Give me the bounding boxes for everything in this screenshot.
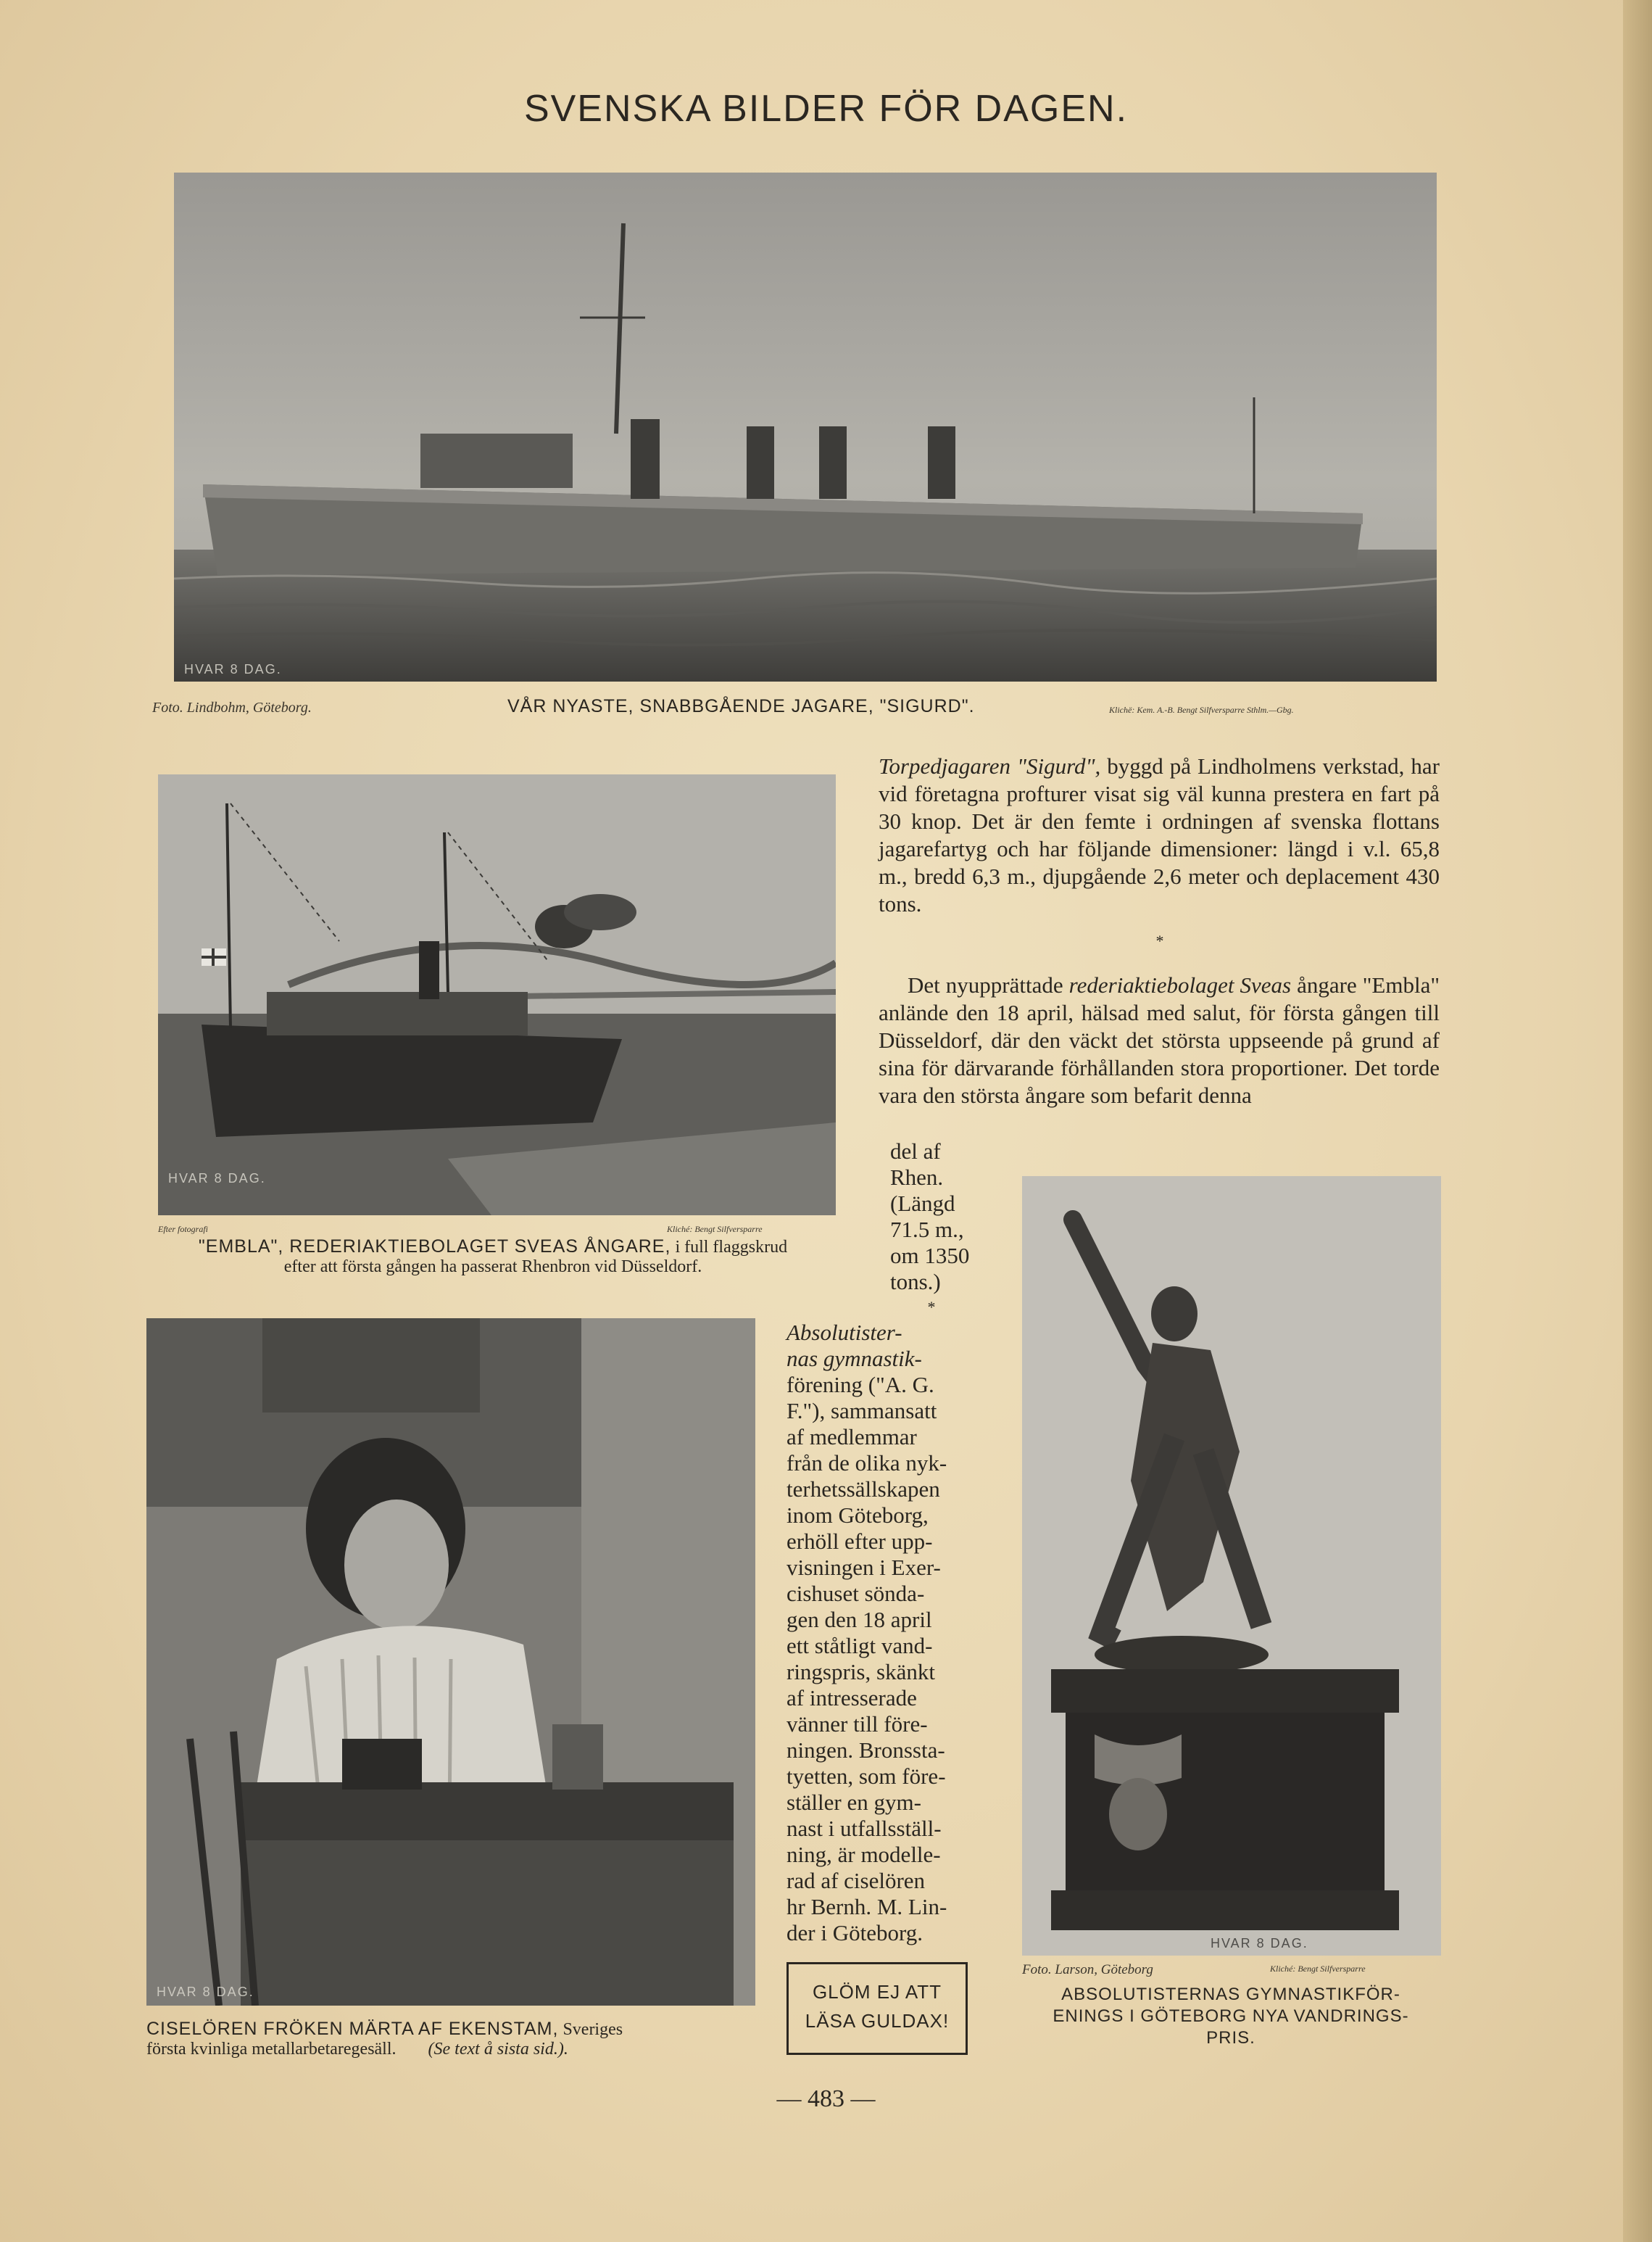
photo-ciseloren	[146, 1318, 755, 2006]
embla-tail-line: del af	[890, 1138, 941, 1164]
photo-credit-larson: Foto. Larson, Göteborg	[1022, 1962, 1153, 1977]
caption-ciseloren	[146, 2019, 755, 2059]
agf-line: ställer en gym-	[786, 1790, 921, 1815]
trophy-illustration	[1022, 1176, 1441, 1956]
steamer-illustration	[158, 774, 836, 1215]
agf-line: gen den 18 april	[786, 1607, 932, 1632]
embla-tail-line: Rhen.	[890, 1165, 944, 1190]
reminder-line: LÄSA GULDAX!	[805, 2010, 950, 2032]
embla-tail-line: tons.)	[890, 1269, 941, 1294]
caption-ciseloren-note: (Se text å sista sid.).	[428, 2040, 568, 2059]
caption-trophy-line: ENINGS I GÖTEBORG NYA VANDRINGS-	[1053, 2006, 1409, 2026]
reminder-line: GLÖM EJ ATT	[812, 1981, 942, 2003]
photo-watermark: HVAR 8 DAG.	[157, 1985, 254, 1999]
caption-ciseloren-caps: CISELÖREN FRÖKEN MÄRTA AF EKENSTAM,	[146, 2019, 559, 2039]
article-embla-text: ångare "Embla" anlände den 18 april, hälsad med salut, för första gången till Düsseldorf, där den väckt det största uppseende på grund af sina för därvarande förhållanden stora proportioner. Det torde vara den största ångare som befarit denna	[879, 972, 1440, 1108]
photo-watermark: HVAR 8 DAG.	[168, 1171, 266, 1186]
agf-line: från de olika nyk-	[786, 1450, 947, 1476]
destroyer-illustration	[174, 173, 1437, 682]
article-sigurd-lead: Torpedjagaren "Sigurd",	[879, 753, 1101, 779]
photo-credit-embla: Efter fotografi	[158, 1224, 208, 1234]
agf-line: cishuset sönda-	[786, 1581, 925, 1606]
agf-line: terhetssällskapen	[786, 1476, 940, 1502]
agf-line: rad af ciselören	[786, 1868, 926, 1893]
embla-tail-line: 71.5 m.,	[890, 1217, 964, 1242]
separator-star: *	[927, 1298, 936, 1316]
article-embla-pre: Det nyupprättade	[908, 972, 1069, 998]
caption-ciseloren-tail: Sveriges	[558, 2020, 623, 2039]
cliche-credit-embla: Kliché: Bengt Silfversparre	[667, 1224, 763, 1234]
agf-line: vänner till före-	[786, 1711, 928, 1737]
agf-line: af medlemmar	[786, 1424, 917, 1449]
article-sigurd-text: byggd på Lindholmens verkstad, har vid företagna profturer visat sig väl kunna prestera en fart på 30 knop. Det är den femte i ordningen af svenska flottans jagarefartyg och har följande dimensioner: längd i v.l. 65,8 m., bredd 6,3 m., djupgående 2,6 meter och deplacement 430 tons.	[879, 753, 1440, 917]
agf-line: nas gymnastik-	[786, 1346, 922, 1371]
embla-tail-line: om 1350	[890, 1243, 970, 1268]
agf-line: ringspris, skänkt	[786, 1659, 935, 1684]
article-embla-tail	[890, 1138, 992, 1295]
article-agf	[786, 1320, 975, 1946]
photo-destroyer-sigurd	[174, 173, 1437, 682]
page-number: — 483 —	[776, 2085, 876, 2112]
agf-line: förening ("A. G.	[786, 1372, 934, 1397]
agf-line: ett ståtligt vand-	[786, 1633, 933, 1658]
photo-embla-steamer	[158, 774, 836, 1215]
photo-watermark: HVAR 8 DAG.	[1211, 1936, 1308, 1951]
article-embla-lead: rederiaktiebolaget Sveas	[1068, 972, 1292, 998]
photo-trophy	[1022, 1176, 1441, 1956]
caption-trophy-line: PRIS.	[1206, 2028, 1255, 2048]
agf-line: der i Göteborg.	[786, 1920, 923, 1945]
agf-line: inom Göteborg,	[786, 1502, 929, 1528]
agf-line: hr Bernh. M. Lin-	[786, 1894, 947, 1919]
caption-embla	[123, 1236, 863, 1277]
page-title: SVENSKA BILDER FÖR DAGEN.	[523, 88, 1129, 130]
caption-sigurd: VÅR NYASTE, SNABBGÅENDE JAGARE, "SIGURD".	[507, 696, 975, 716]
cliche-credit-sigurd: Klichë: Kem. A.-B. Bengt Silfversparre Sthlm.—Gbg.	[1109, 705, 1294, 715]
agf-line: ningen. Bronssta-	[786, 1737, 945, 1763]
separator-star: *	[1155, 932, 1164, 950]
caption-embla-tail: i full flaggskrud	[671, 1238, 788, 1257]
article-embla	[879, 972, 1440, 1109]
caption-embla-caps: "EMBLA", REDERIAKTIEBOLAGET SVEAS ÅNGARE,	[198, 1236, 671, 1257]
reminder-box-guldax	[786, 1962, 968, 2055]
agf-line: ning, är modelle-	[786, 1842, 941, 1867]
page-edge	[1623, 0, 1652, 2242]
agf-line: tyetten, som före-	[786, 1763, 946, 1789]
caption-ciseloren-line2: första kvinliga metallarbetaregesäll.	[146, 2040, 397, 2059]
agf-line: visningen i Exer-	[786, 1555, 941, 1580]
agf-line: erhöll efter upp-	[786, 1529, 933, 1554]
embla-tail-line: (Längd	[890, 1191, 955, 1216]
caption-trophy-line: ABSOLUTISTERNAS GYMNASTIKFÖR-	[1061, 1985, 1400, 2004]
cliche-credit-trophy: Kliché: Bengt Silfversparre	[1270, 1964, 1366, 1974]
photo-credit-lindbohm: Foto. Lindbohm, Göteborg.	[152, 700, 312, 716]
agf-line: F."), sammansatt	[786, 1398, 937, 1423]
photo-watermark: HVAR 8 DAG.	[184, 662, 282, 677]
caption-trophy	[1013, 1984, 1448, 2049]
article-sigurd	[879, 753, 1440, 918]
agf-line: nast i utfallsställ-	[786, 1816, 942, 1841]
agf-line: af intresserade	[786, 1685, 917, 1711]
agf-line: Absolutister-	[786, 1320, 902, 1345]
caption-embla-line2: efter att första gången ha passerat Rhenbron vid Düsseldorf.	[283, 1257, 702, 1276]
ciseloren-illustration	[146, 1318, 755, 2006]
